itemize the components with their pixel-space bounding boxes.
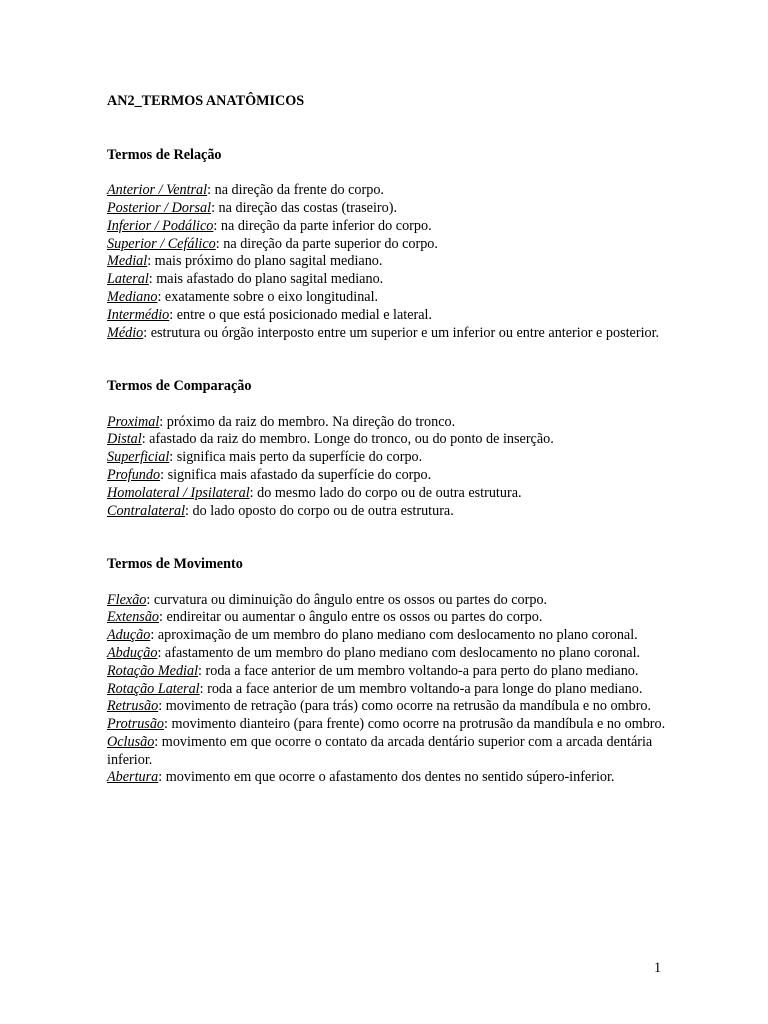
term-name: Mediano — [107, 288, 158, 305]
term-name: Oclusão — [107, 733, 155, 750]
term-entry — [107, 414, 667, 432]
term-name: Lateral — [107, 271, 149, 288]
term-definition: : do lado oposto do corpo ou de outra estrutura. — [185, 502, 454, 519]
term-definition: : aproximação de um membro do plano mediano com deslocamento no plano coronal. — [150, 627, 638, 644]
document-title: AN2_TERMOS ANATÔMICOS — [107, 93, 305, 109]
document-body — [107, 147, 667, 788]
section — [107, 556, 667, 787]
term-entry — [107, 289, 667, 307]
term-definition: : significa mais afastado da superfície do corpo. — [160, 466, 432, 483]
term-name: Abertura — [107, 769, 159, 786]
term-definition: : mais próximo do plano sagital mediano. — [147, 253, 383, 270]
term-definition: : exatamente sobre o eixo longitudinal. — [157, 288, 379, 305]
term-entry — [107, 431, 667, 449]
term-entry — [107, 325, 667, 343]
term-entry — [107, 698, 667, 716]
term-name: Abdução — [107, 644, 158, 661]
term-entry — [107, 236, 667, 254]
term-name: Extensão — [107, 609, 160, 626]
term-entry — [107, 200, 667, 218]
term-definition: : movimento em que ocorre o afastamento dos dentes no sentido súpero-inferior. — [158, 769, 615, 786]
term-name: Adução — [107, 627, 151, 644]
term-definition: : na direção da parte superior do corpo. — [215, 235, 438, 252]
term-definition: : roda a face anterior de um membro voltando-a para longe do plano mediano. — [199, 680, 643, 697]
term-entry — [107, 449, 667, 467]
term-definition: : endireitar ou aumentar o ângulo entre os ossos ou partes do corpo. — [159, 609, 543, 626]
term-definition: : na direção da frente do corpo. — [207, 182, 384, 199]
term-definition: : movimento dianteiro (para frente) como ocorre na protrusão da mandíbula e no ombro. — [164, 716, 666, 733]
term-definition: : do mesmo lado do corpo ou de outra estrutura. — [249, 484, 522, 501]
section-heading: Termos de Movimento — [107, 555, 243, 572]
term-definition: : afastamento de um membro do plano mediano com deslocamento no plano coronal. — [157, 644, 641, 661]
term-definition: : movimento em que ocorre o contato da arcada dentário superior com a arcada dentária inferior. — [107, 733, 653, 768]
term-list — [107, 414, 667, 521]
term-name: Rotação Medial — [107, 662, 199, 679]
document-page — [107, 93, 667, 787]
term-name: Distal — [107, 431, 142, 448]
term-entry — [107, 592, 667, 610]
term-list — [107, 592, 667, 788]
term-name: Proximal — [107, 413, 160, 430]
term-definition: : próximo da raiz do membro. Na direção do tronco. — [159, 413, 456, 430]
term-name: Médio — [107, 324, 144, 341]
term-definition: : estrutura ou órgão interposto entre um superior e um inferior ou entre anterior e posterior. — [143, 324, 660, 341]
term-name: Posterior / Dorsal — [107, 199, 212, 216]
term-name: Rotação Lateral — [107, 680, 200, 697]
term-definition: : roda a face anterior de um membro voltando-a para perto do plano mediano. — [198, 662, 639, 679]
term-entry — [107, 645, 667, 663]
section-heading: Termos de Comparação — [107, 377, 252, 394]
term-entry — [107, 663, 667, 681]
term-name: Homolateral / Ipsilateral — [107, 484, 250, 501]
term-definition: : entre o que está posicionado medial e lateral. — [169, 306, 433, 323]
term-name: Profundo — [107, 466, 161, 483]
term-definition: : mais afastado do plano sagital mediano. — [148, 271, 384, 288]
term-name: Inferior / Podálico — [107, 217, 214, 234]
term-entry — [107, 734, 667, 770]
term-definition: : na direção das costas (traseiro). — [211, 199, 397, 216]
term-list — [107, 182, 667, 342]
term-entry — [107, 271, 667, 289]
term-name: Intermédio — [107, 306, 170, 323]
page-number: 1 — [654, 960, 662, 976]
term-entry — [107, 681, 667, 699]
term-name: Medial — [107, 253, 148, 270]
term-entry — [107, 467, 667, 485]
term-definition: : movimento de retração (para trás) como ocorre na retrusão da mandíbula e no ombro. — [158, 698, 652, 715]
term-definition: : curvatura ou diminuição do ângulo entre os ossos ou partes do corpo. — [146, 591, 548, 608]
term-name: Protrusão — [107, 716, 165, 733]
section — [107, 147, 667, 343]
term-definition: : na direção da parte inferior do corpo. — [213, 217, 432, 234]
term-entry — [107, 716, 667, 734]
term-definition: : significa mais perto da superfície do corpo. — [169, 449, 423, 466]
term-entry — [107, 253, 667, 271]
section — [107, 378, 667, 520]
term-entry — [107, 307, 667, 325]
term-name: Retrusão — [107, 698, 159, 715]
term-entry — [107, 182, 667, 200]
term-entry — [107, 627, 667, 645]
term-name: Flexão — [107, 591, 147, 608]
term-entry — [107, 503, 667, 521]
term-name: Superior / Cefálico — [107, 235, 216, 252]
term-entry — [107, 485, 667, 503]
term-name: Anterior / Ventral — [107, 182, 208, 199]
section-heading: Termos de Relação — [107, 146, 222, 163]
term-name: Contralateral — [107, 502, 186, 519]
term-definition: : afastado da raiz do membro. Longe do tronco, ou do ponto de inserção. — [141, 431, 554, 448]
term-entry — [107, 609, 667, 627]
term-name: Superficial — [107, 449, 170, 466]
term-entry — [107, 769, 667, 787]
term-entry — [107, 218, 667, 236]
